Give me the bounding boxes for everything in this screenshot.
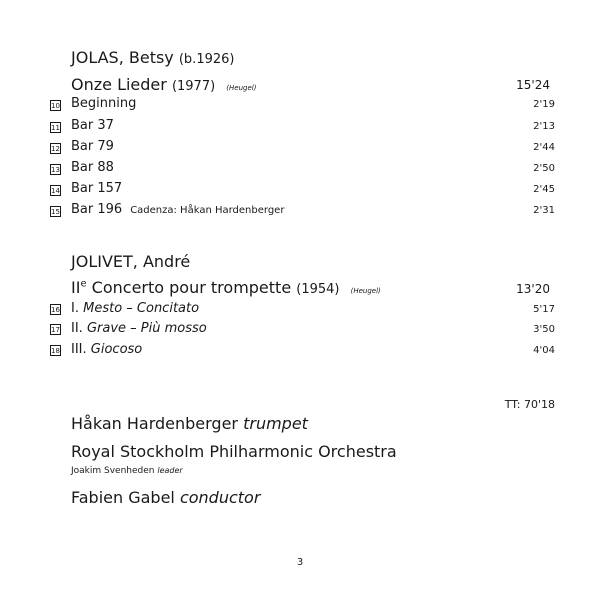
work-publisher: (Heugel): [226, 84, 257, 92]
work-year: (1977): [171, 79, 216, 94]
movement-title: Mesto – Concitato: [83, 301, 200, 316]
work-prefix: II: [71, 278, 81, 297]
leader-name: Joakim Svenheden: [71, 466, 155, 476]
soloist-name: Håkan Hardenberger: [71, 414, 238, 433]
track-number: 17: [51, 326, 60, 334]
performer-orchestra: Royal Stockholm Philharmonic Orchestra: [71, 442, 397, 461]
composer-jolivet: [71, 252, 190, 271]
track-number: 18: [51, 347, 60, 355]
work-concerto: [71, 278, 381, 297]
track-number: 13: [51, 166, 60, 174]
track-duration: 2'50: [533, 163, 555, 174]
track-duration: 2'19: [533, 99, 555, 110]
total-time: TT: 70'18: [504, 398, 555, 411]
page-number: 3: [296, 557, 304, 568]
movement-title: Grave – Più mosso: [86, 321, 207, 336]
work-onze-lieder: [71, 75, 256, 94]
track-duration: 2'45: [533, 184, 555, 195]
movement-roman: I.: [71, 301, 79, 316]
movement-roman: II.: [71, 321, 83, 336]
track-number: 15: [51, 208, 60, 216]
track-title: Beginning: [71, 96, 137, 111]
track-duration: 5'17: [533, 304, 555, 315]
work-year: (1954): [296, 282, 340, 297]
track-number: 12: [51, 145, 60, 153]
track-title-group: [71, 342, 142, 357]
movement-title: Giocoso: [90, 342, 143, 357]
track-number: 10: [51, 102, 60, 110]
track-number: 16: [51, 306, 60, 314]
track-note: Cadenza: Håkan Hardenberger: [130, 205, 285, 216]
track-title: Bar 88: [71, 160, 114, 175]
track-title: Bar 37: [71, 118, 114, 133]
work-publisher: (Heugel): [350, 287, 381, 295]
conductor-name: Fabien Gabel: [71, 488, 175, 507]
track-title: Bar 79: [71, 139, 114, 154]
performer-leader: [71, 466, 183, 476]
track-duration: 2'31: [533, 205, 555, 216]
track-duration: 2'44: [533, 142, 555, 153]
work-duration: 13'20: [516, 282, 550, 296]
composer-name: JOLAS, Betsy: [71, 48, 174, 67]
track-duration: 3'50: [533, 324, 555, 335]
track-title-group: [71, 301, 199, 316]
composer-jolas: [71, 48, 234, 67]
track-number: 14: [51, 187, 60, 195]
work-duration: 15'24: [516, 78, 550, 92]
work-title: Onze Lieder: [71, 75, 167, 94]
composer-name: JOLIVET, André: [71, 252, 191, 271]
track-title: Bar 196: [71, 202, 123, 217]
track-duration: 2'13: [533, 121, 555, 132]
track-title: Bar 157: [71, 181, 123, 196]
performer-conductor: [71, 488, 260, 507]
track-number: 11: [51, 124, 60, 132]
track-title-group: [71, 321, 207, 336]
performer-soloist: [71, 414, 308, 433]
conductor-role: conductor: [179, 488, 261, 507]
movement-roman: III.: [71, 342, 87, 357]
track-title-group: [71, 202, 284, 217]
work-superscript: e: [80, 278, 87, 290]
composer-dates: (b.1926): [178, 52, 235, 67]
track-duration: 4'04: [533, 345, 555, 356]
soloist-role: trumpet: [243, 414, 308, 433]
leader-role: leader: [157, 466, 183, 475]
work-title: Concerto pour trompette: [86, 278, 292, 297]
